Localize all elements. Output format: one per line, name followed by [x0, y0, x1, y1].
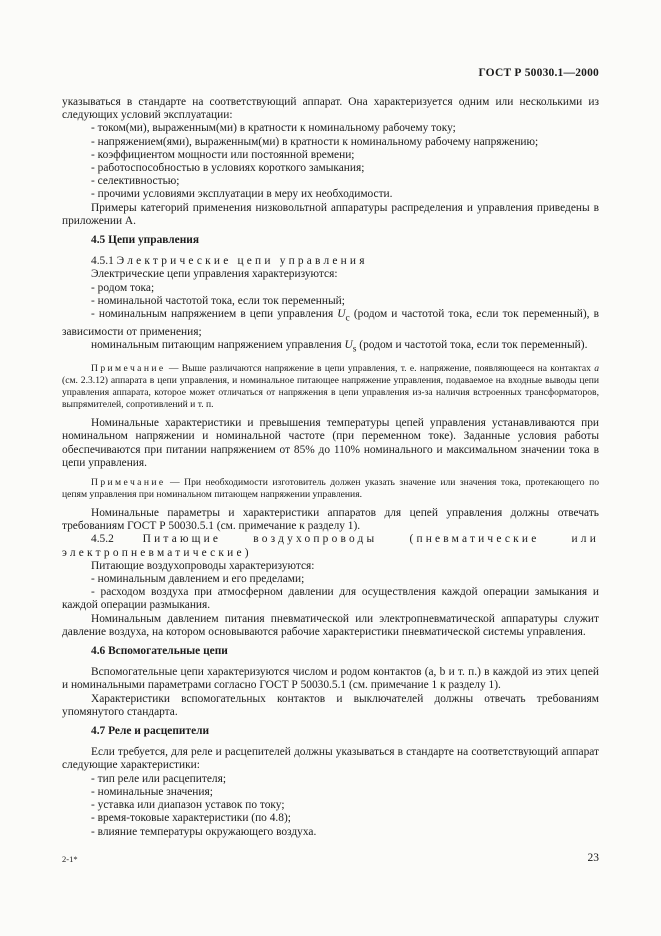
section-heading-4-7: 4.7 Реле и расцепители — [91, 725, 210, 738]
uc-symbol: U — [337, 308, 346, 321]
list-item: - уставка или диапазон уставок по току; — [91, 799, 285, 812]
section-heading-4-6: 4.6 Вспомогательные цепи — [91, 645, 228, 658]
note-text: — Выше различаются напряжение в цепи управления, т. е. напряжение, появляющееся на контактах — [165, 363, 595, 375]
list-item: - током(ми), выраженным(ми) в кратности к номинальному рабочему току; — [91, 122, 456, 135]
subsection-title: Электрические цепи управления — [116, 255, 368, 268]
list-item: - прочими условиями эксплуатации в меру их необходимости. — [91, 188, 393, 201]
paragraph: Номинальным давлением питания пневматической или электропневматической аппаратуры служит давление воздуха, на котором основываются рабочие характеристики пневматической системы управления. — [62, 612, 599, 638]
subsection-title: Питающие воздухопроводы (пневматические или электропневматические) — [62, 533, 599, 559]
list-item: - расходом воздуха при атмосферном давлении для осуществления каждой операции замыкания и каждой операции размыкания. — [62, 586, 599, 612]
list-item-text: (родом и частотой тока, если ток переменный), в зависимости от применения; — [62, 308, 599, 338]
list-item-text: номинальным питающим напряжением управления — [91, 338, 345, 351]
list-item: - номинальной частотой тока, если ток переменный; — [91, 294, 345, 307]
subsection-number: 4.5.2 — [91, 533, 114, 546]
us-symbol: U — [344, 338, 353, 351]
page-number: 23 — [587, 852, 599, 864]
subsection-heading-4-5-1 — [62, 255, 599, 268]
list-item: - номинальным давлением и его пределами; — [91, 573, 305, 586]
note — [62, 363, 599, 411]
standard-header: ГОСТ Р 50030.1—2000 — [478, 67, 599, 79]
note-label: Примечание — [91, 363, 166, 375]
paragraph: Электрические цепи управления характеризуются: — [91, 268, 338, 281]
sheet-mark: 2-1* — [62, 854, 78, 864]
list-item — [62, 339, 599, 356]
paragraph: указываться в стандарте на соответствующий аппарат. Она характеризуется одним или несколькими из следующих условий эксплуатации: — [62, 96, 599, 122]
list-item — [62, 308, 599, 339]
list-item-text: - номинальным напряжением в цепи управления — [91, 308, 338, 321]
list-item-text: (родом и частотой тока, если ток переменный). — [356, 338, 588, 351]
list-item: - номинальные значения; — [91, 785, 213, 798]
list-item: - тип реле или расцепителя; — [91, 772, 226, 785]
contact-symbol: a — [594, 363, 599, 375]
us-subscript: s — [352, 344, 357, 355]
note-label: Примечание — [91, 477, 166, 489]
list-item: - коэффициентом мощности или постоянной времени; — [91, 148, 355, 161]
paragraph: Питающие воздухопроводы характеризуются: — [91, 559, 315, 572]
paragraph: Примеры категорий применения низковольтной аппаратуры распределения и управления приведены в приложении А. — [62, 201, 599, 227]
paragraph: Номинальные параметры и характеристики аппаратов для цепей управления должны отвечать требованиям ГОСТ Р 50030.5.1 (см. примечание к разделу 1). — [62, 507, 599, 533]
paragraph: Вспомогательные цепи характеризуются числом и родом контактов (а, b и т. п.) в каждой из этих цепей и номинальными параметрами согласно ГОСТ Р 50030.5.1 (см. примечание 1 к разделу 1). — [62, 666, 599, 692]
list-item: - напряжением(ями), выраженным(ми) в кратности к номинальному рабочему напряжению; — [91, 135, 539, 148]
paragraph: Номинальные характеристики и превышения температуры цепей управления устанавливаются при номинальном напряжении и номинальной частоте (при переменном токе). Заданные условия работы обеспечиваются при питании напряжением от 85% до 110% номинального и максимальном значении тока в цепи управления. — [62, 417, 599, 469]
list-item: - родом тока; — [91, 281, 155, 294]
list-item: - время-токовые характеристики (по 4.8); — [91, 812, 291, 825]
section-heading-4-5: 4.5 Цепи управления — [91, 234, 199, 247]
paragraph: Если требуется, для реле и расцепителей должны указываться в стандарте на соответствующий аппарат следующие характеристики: — [62, 746, 599, 772]
uc-subscript: c — [345, 313, 350, 324]
paragraph: Характеристики вспомогательных контактов и выключателей должны отвечать требованиям упомянутого стандарта. — [62, 692, 599, 718]
subsection-heading-4-5-2 — [62, 533, 599, 559]
note-text: (см. 2.3.12) аппарата в цепи управления, и номинальное питающее напряжение управления, подаваемое на входные выводы цепи управления аппарата, которое может отличаться от напряжения в цепи управления из-за наличия встроенных трансформаторов, выпрямителей, сопротивлений и т. п. — [62, 375, 599, 411]
list-item: - селективностью; — [91, 175, 180, 188]
note — [62, 477, 599, 501]
subsection-number: 4.5.1 — [91, 255, 114, 268]
page-content — [62, 96, 599, 839]
note-text: — При необходимости изготовитель должен указать значение или значения тока, протекающего по цепям управления при номинальном питающем напряжении управления. — [62, 477, 599, 501]
list-item: - работоспособностью в условиях короткого замыкания; — [91, 162, 365, 175]
list-item: - влияние температуры окружающего воздуха. — [91, 825, 317, 838]
